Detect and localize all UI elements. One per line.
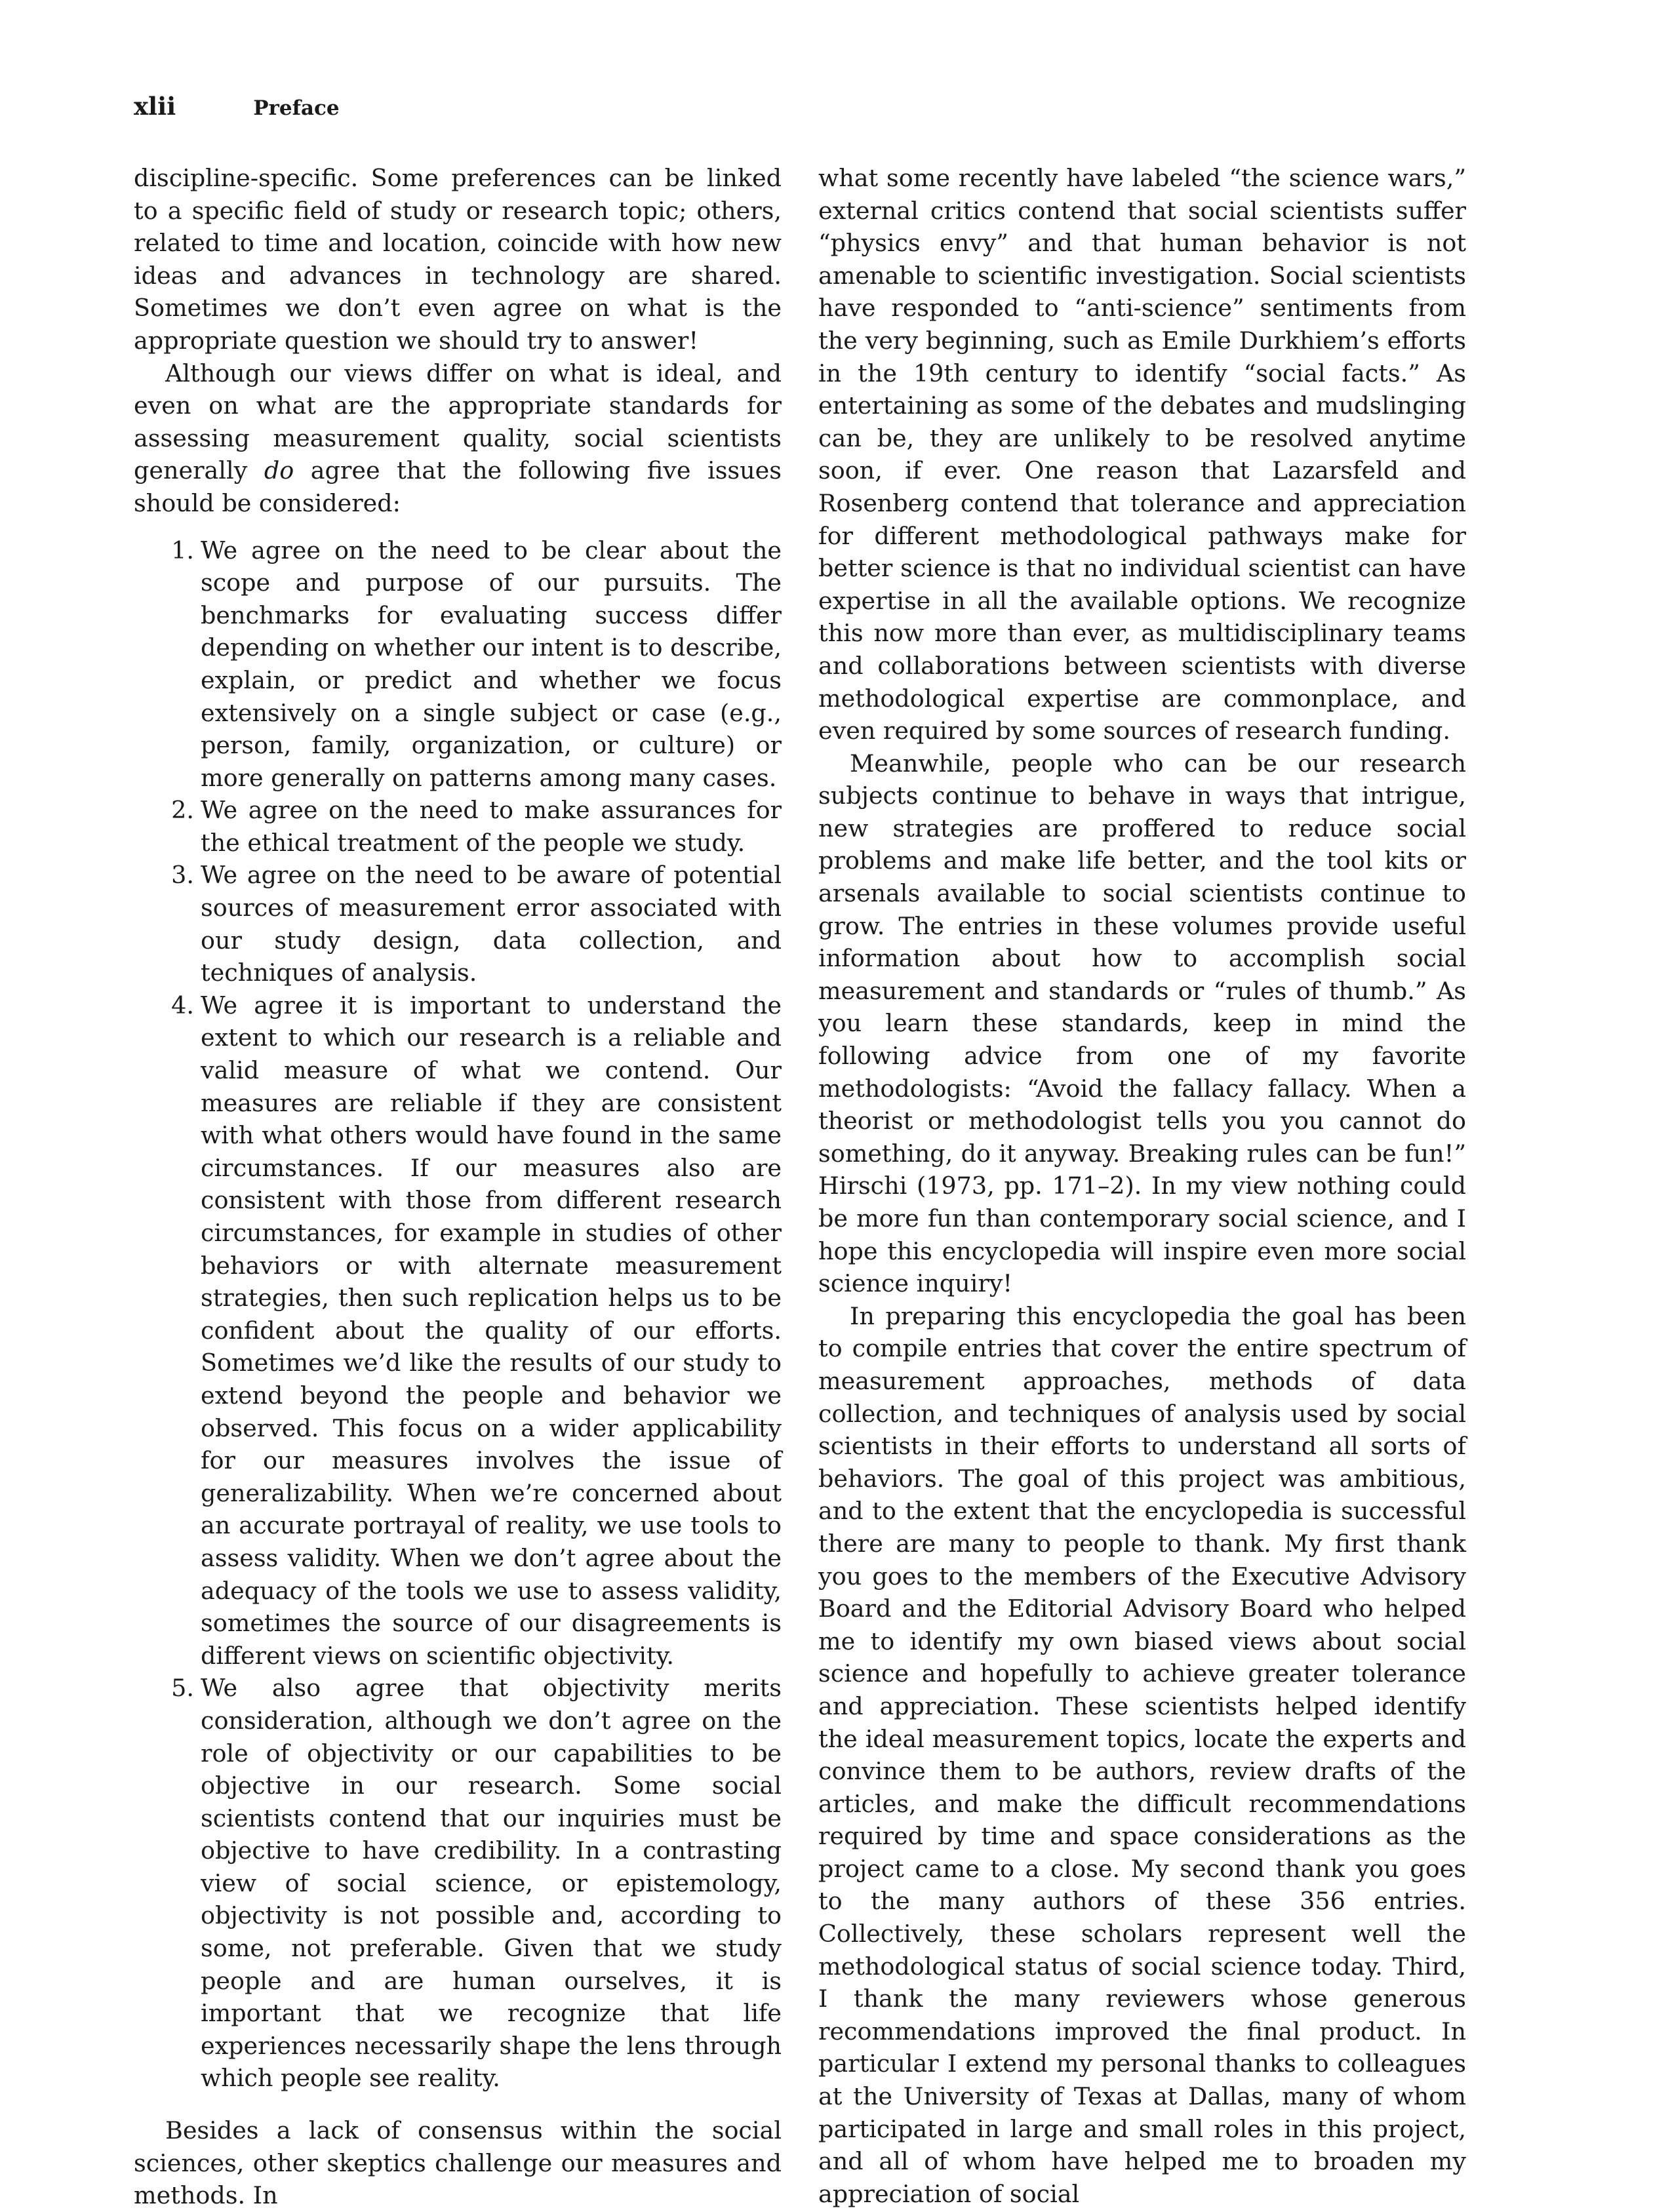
paragraph-text: Although our views differ on what is ideal, and even on what are the appropriate standards for assessing measurement quality, social scientists generally — [134, 359, 782, 485]
list-item-text: We agree it is important to understand the extent to which our research is a reliable and valid measure of what we contend. Our measures are reliable if they are consistent with what others would have found in the same circumstances. If our measures also are consistent with those from different research circumstances, for example in studies of other behaviors or with alternate measurement strategies, then such replication helps us to be confident about the quality of our efforts. Sometimes we’d like the results of our study to extend beyond the people and behavior we observed. This focus on a wider applicability for our measures involves the issue of generalizability. When we’re concerned about an accurate portrayal of reality, we use tools to assess validity. When we don’t agree about the adequacy of the tools we use to assess validity, sometimes the source of our disagreements is different views on scientific objectivity. — [201, 991, 782, 1670]
paragraph: what some recently have labeled “the science wars,” external critics contend that social scientists suffer “physics envy” and that human behavior is not amenable to scientific investigation. Social scientists have responded to “anti-science” sentiments from the very beginning, such as Emile Durkhiem’s efforts in the 19th century to identify “social facts.” As entertaining as some of the debates and mudslinging can be, they are unlikely to be resolved anytime soon, if ever. One reason that Lazarsfeld and Rosenberg contend that tolerance and appreciation for different methodological pathways make for better science is that no individual scientist can have expertise in all the available options. We recognize this now more than ever, as multidisciplinary teams and collaborations between scientists with diverse methodological expertise are commonplace, and even required by some sources of research funding. — [818, 164, 1466, 745]
list-item — [134, 859, 782, 989]
list-item — [134, 534, 782, 795]
left-column — [134, 162, 782, 2212]
paragraph: discipline-specific. Some preferences can be linked to a specific field of study or research topic; others, related to time and location, coincide with how new ideas and advances in technology are shared. Sometimes we don’t even agree on what is the appropriate question we should try to answer! — [134, 164, 782, 355]
paragraph: Besides a lack of consensus within the social sciences, other skeptics challenge our measures and methods. In — [134, 2116, 782, 2210]
list-item-text: We agree on the need to be aware of potential sources of measurement error associated with our study design, data collection, and techniques of analysis. — [201, 861, 782, 987]
section-title: Preface — [253, 96, 340, 120]
list-number: 1. — [171, 536, 194, 564]
paragraph — [134, 357, 782, 520]
list-item-text: We agree on the need to be clear about the scope and purpose of our pursuits. The benchmarks for evaluating success differ depending on whether our intent is to describe, explain, or predict and whether we focus extensively on a single subject or case (e.g., person, family, organization, or culture) or more generally on patterns among many cases. — [201, 536, 782, 792]
list-number: 5. — [171, 1674, 194, 1703]
list-item — [134, 1672, 782, 2095]
list-number: 4. — [171, 991, 194, 1019]
list-item — [134, 794, 782, 859]
issue-list — [134, 534, 782, 2095]
running-head — [134, 92, 340, 131]
list-item — [134, 989, 782, 1672]
paragraph: Meanwhile, people who can be our research subjects continue to behave in ways that intrigue, new strategies are proffered to reduce social problems and make life better, and the tool kits or arsenals available to social scientists continue to grow. The entries in these volumes provide useful information about how to accomplish social measurement and standards or “rules of thumb.” As you learn these standards, keep in mind the following advice from one of my favorite methodologists: “Avoid the fallacy fallacy. When a theorist or methodologist tells you you cannot do something, do it anyway. Breaking rules can be fun!” Hirschi (1973, pp. 171–2). In my view nothing could be more fun than contemporary social science, and I hope this encyclopedia will inspire even more social science inquiry! — [818, 749, 1466, 1298]
paragraph-text: agree that the following five issues should be considered: — [134, 456, 782, 517]
paragraph: In preparing this encyclopedia the goal has been to compile entries that cover the entire spectrum of measurement approaches, methods of data collection, and techniques of analysis used by social scientists in their efforts to understand all sorts of behaviors. The goal of this project was ambitious, and to the extent that the encyclopedia is successful there are many to people to thank. My first thank you goes to the members of the Executive Advisory Board and the Editorial Advisory Board who helped me to identify my own biased views about social science and hopefully to achieve greater tolerance and appreciation. These scientists helped identify the ideal measurement topics, locate the experts and convince them to be authors, review drafts of the articles, and make the difficult recommendations required by time and space considerations as the project came to a close. My second thank you goes to the many authors of these 356 entries. Collectively, these scholars represent well the methodological status of social science today. Third, I thank the many reviewers whose generous recommendations improved the final product. In particular I extend my personal thanks to colleagues at the University of Texas at Dallas, many of whom participated in large and small roles in this project, and all of whom have helped me to broaden my appreciation of social — [818, 1301, 1466, 2208]
list-number: 3. — [171, 861, 194, 890]
page-number: xlii — [134, 92, 176, 121]
emphasis-text: do — [264, 456, 294, 485]
right-column — [818, 162, 1466, 2210]
list-number: 2. — [171, 796, 194, 825]
list-item-text: We agree on the need to make assurances for the ethical treatment of the people we study. — [201, 796, 782, 857]
list-item-text: We also agree that objectivity merits consideration, although we don’t agree on the role of objectivity or our capabilities to be objective in our research. Some social scientists contend that our inquiries must be objective to have credibility. In a contrasting view of social science, or epistemology, objectivity is not possible and, according to some, not preferable. Given that we study people and are human ourselves, it is important that we recognize that life experiences necessarily shape the lens through which people see reality. — [201, 1674, 782, 2093]
